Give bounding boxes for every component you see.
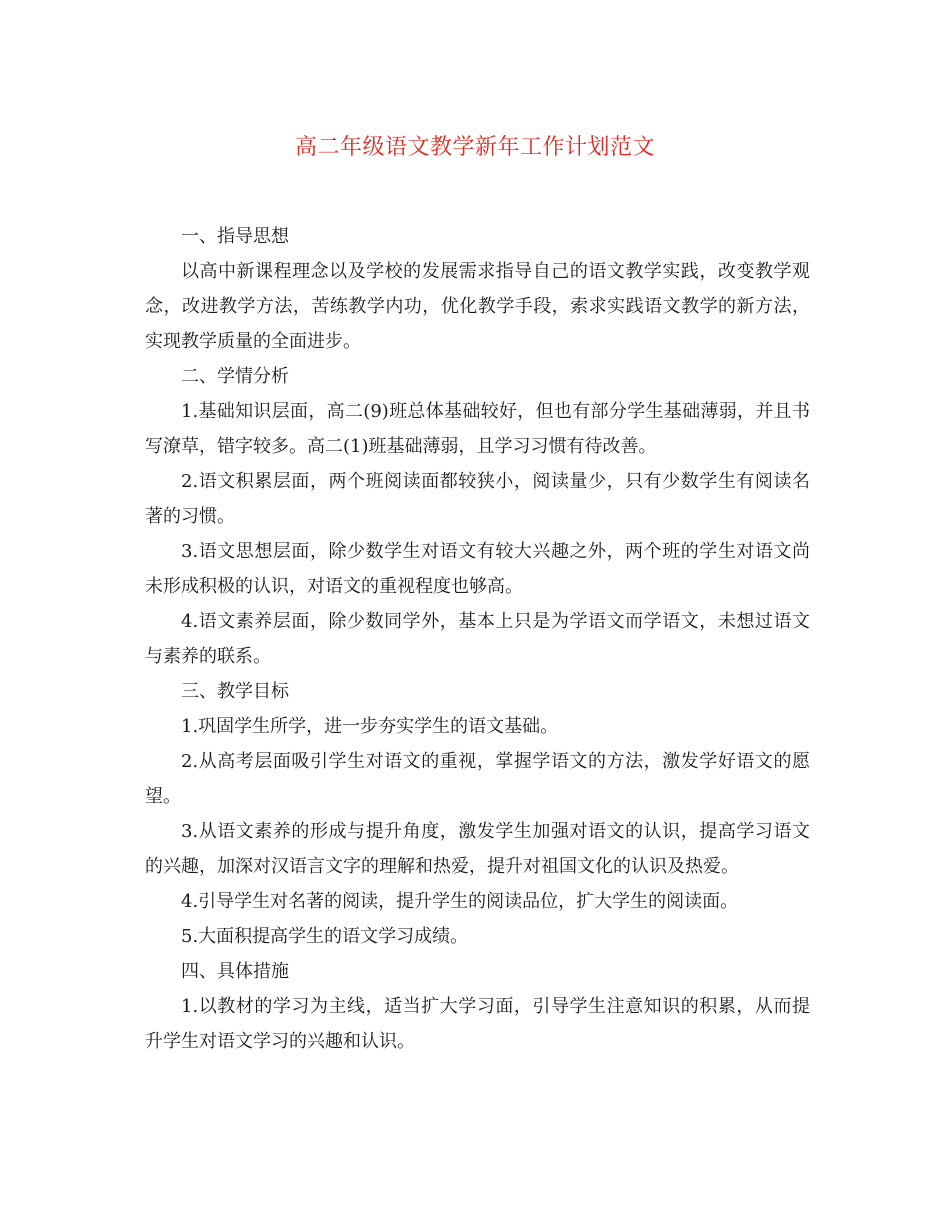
paragraph: 2.从高考层面吸引学生对语文的重视，掌握学语文的方法，激发学好语文的愿望。 [145,751,810,807]
paragraph: 5.大面积提高学生的语文学习成绩。 [181,926,469,947]
paragraph: 3.语文思想层面，除少数学生对语文有较大兴趣之外，两个班的学生对语文尚未形成积极的认识，对语文的重视程度也够高。 [145,541,810,597]
paragraph: 1.巩固学生所学，进一步夯实学生的语文基础。 [181,716,559,737]
paragraph: 以高中新课程理念以及学校的发展需求指导自己的语文教学实践，改变教学观念，改进教学方法，苦练教学内功，优化教学手段，索求实践语文教学的新方法，实现教学质量的全面进步。 [145,261,810,352]
paragraph: 1.以教材的学习为主线，适当扩大学习面，引导学生注意知识的积累，从而提升学生对语文学习的兴趣和认识。 [145,996,810,1052]
section-heading-student-analysis: 二、学情分析 [181,366,289,387]
paragraph: 3.从语文素养的形成与提升角度，激发学生加强对语文的认识，提高学习语文的兴趣，加深对汉语言文字的理解和热爱，提升对祖国文化的认识及热爱。 [145,821,810,877]
paragraph: 1.基础知识层面，高二(9)班总体基础较好，但也有部分学生基础薄弱，并且书写潦草，错字较多。高二(1)班基础薄弱，且学习习惯有待改善。 [145,401,810,457]
paragraph: 2.语文积累层面，两个班阅读面都较狭小，阅读量少，只有少数学生有阅读名著的习惯。 [145,471,810,527]
section-heading-guiding-ideology: 一、指导思想 [181,226,289,247]
paragraph: 4.引导学生对名著的阅读，提升学生的阅读品位，扩大学生的阅读面。 [181,891,739,912]
section-heading-teaching-goals: 三、教学目标 [181,681,289,702]
document-title: 高二年级语文教学新年工作计划范文 [294,135,655,160]
section-heading-specific-measures: 四、具体措施 [181,961,289,982]
document-body [145,219,810,1059]
paragraph: 4.语文素养层面，除少数同学外，基本上只是为学语文而学语文，未想过语文与素养的联系。 [145,611,810,667]
